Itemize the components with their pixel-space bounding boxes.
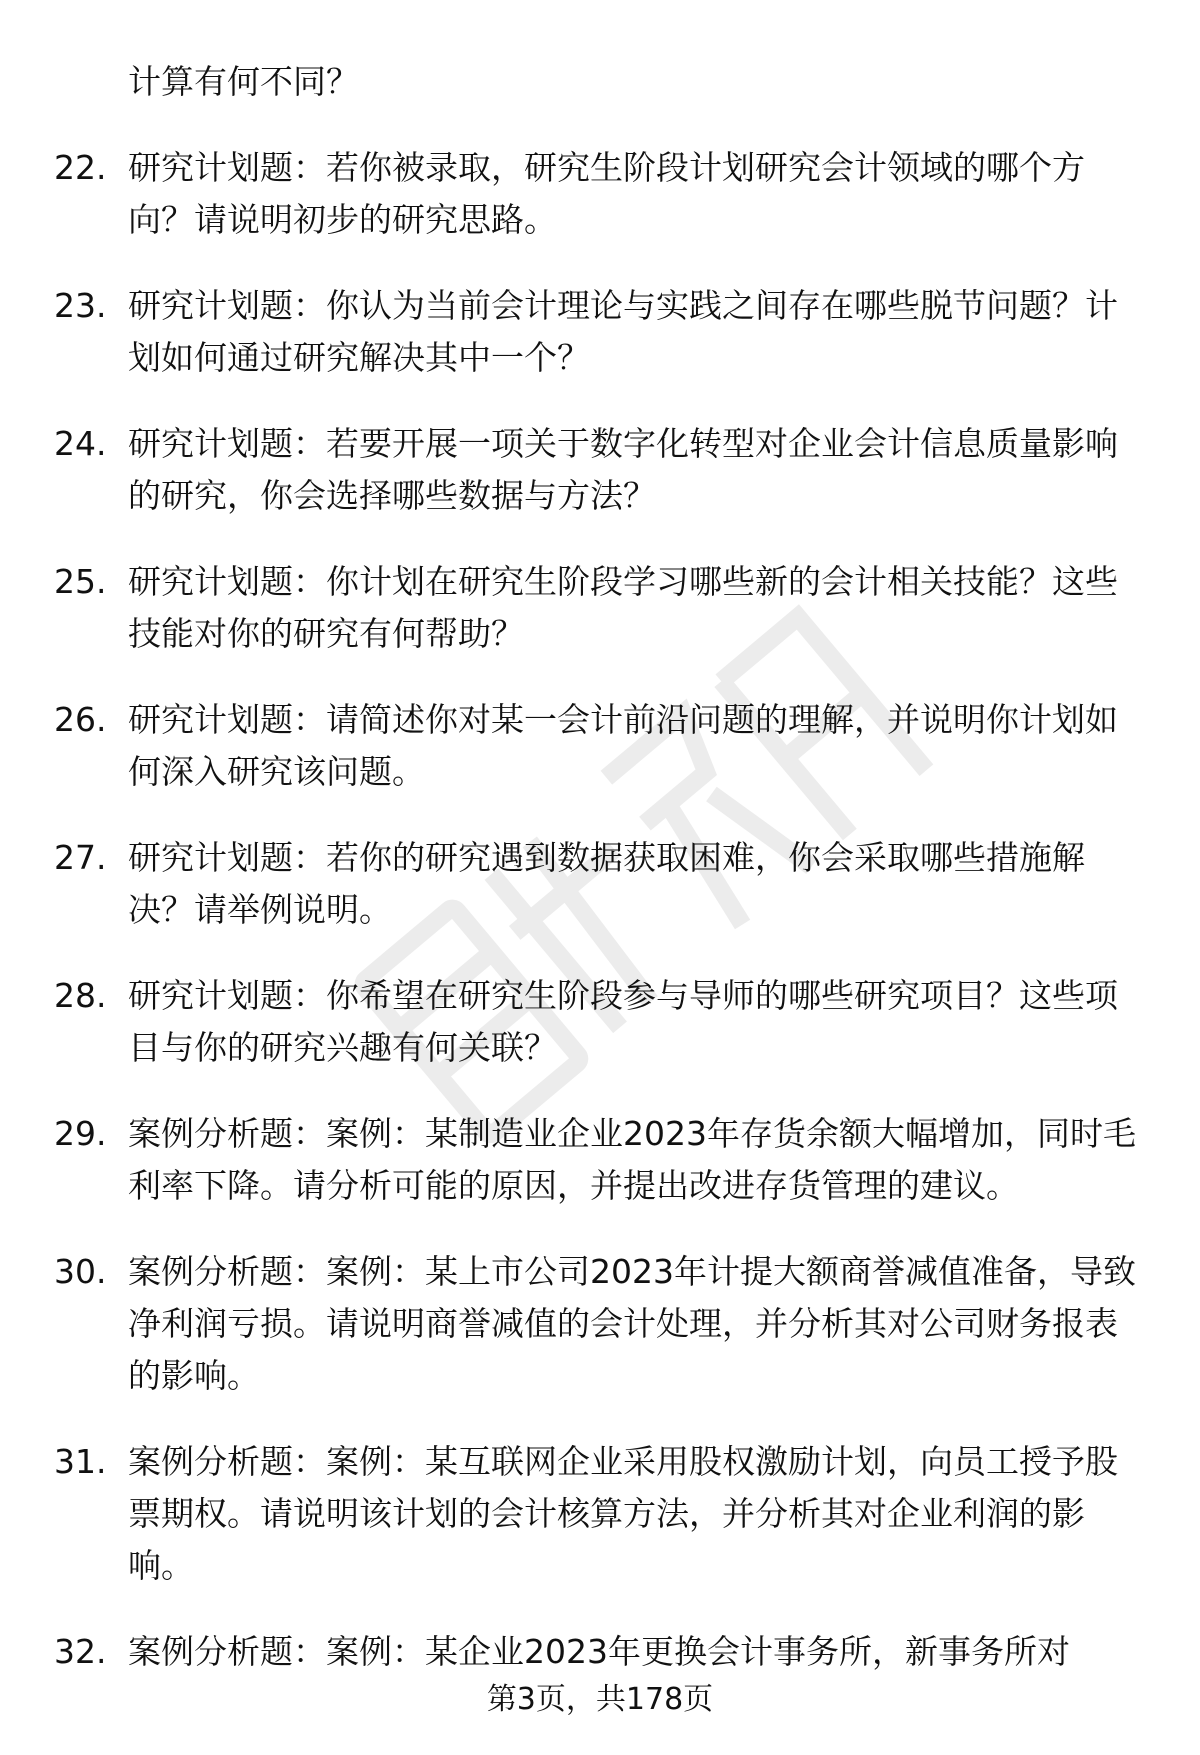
page-footer: 第3页，共178页 (486, 1682, 714, 1717)
list-item (0, 694, 1200, 798)
item-number: 28. (54, 976, 107, 1015)
item-text: 研究计划题：若你的研究遇到数据获取困难，你会采取哪些措施解决？请举例说明。 (128, 838, 1085, 929)
list-item (0, 142, 1200, 246)
list-item (0, 556, 1200, 660)
item-text: 研究计划题：你希望在研究生阶段参与导师的哪些研究项目？这些项目与你的研究兴趣有何关联？ (128, 976, 1118, 1067)
item-number: 27. (54, 838, 107, 877)
item-number: 25. (54, 562, 107, 601)
item-number: 24. (54, 424, 107, 463)
item-text: 案例分析题：案例：某互联网企业采用股权激励计划，向员工授予股票期权。请说明该计划的会计核算方法，并分析其对企业利润的影响。 (128, 1442, 1118, 1585)
item-text: 研究计划题：若要开展一项关于数字化转型对企业会计信息质量影响的研究，你会选择哪些数据与方法？ (128, 424, 1118, 515)
item-text: 案例分析题：案例：某上市公司2023年计提大额商誉减值准备，导致净利润亏损。请说明商誉减值的会计处理，并分析其对公司财务报表的影响。 (128, 1252, 1136, 1395)
continuation-text: 计算有何不同？ (128, 62, 359, 101)
item-number: 26. (54, 700, 107, 739)
item-text: 案例分析题：案例：某企业2023年更换会计事务所，新事务所对 (128, 1632, 1070, 1671)
item-number: 23. (54, 286, 107, 325)
list-item (0, 970, 1200, 1074)
list-item (0, 418, 1200, 522)
item-text: 案例分析题：案例：某制造业企业2023年存货余额大幅增加，同时毛利率下降。请分析可能的原因，并提出改进存货管理的建议。 (128, 1114, 1136, 1205)
list-item (0, 1246, 1200, 1402)
item-number: 29. (54, 1114, 107, 1153)
list-item (0, 1436, 1200, 1592)
question-list (0, 56, 1200, 1678)
list-item (0, 280, 1200, 384)
item-number: 22. (54, 148, 107, 187)
list-item (0, 1108, 1200, 1212)
item-number: 30. (54, 1252, 107, 1291)
list-item (0, 1626, 1200, 1678)
item-number: 32. (54, 1632, 107, 1671)
item-text: 研究计划题：请简述你对某一会计前沿问题的理解，并说明你计划如何深入研究该问题。 (128, 700, 1118, 791)
list-item (0, 832, 1200, 936)
item-text: 研究计划题：若你被录取，研究生阶段计划研究会计领域的哪个方向？请说明初步的研究思路。 (128, 148, 1085, 239)
item-text: 研究计划题：你计划在研究生阶段学习哪些新的会计相关技能？这些技能对你的研究有何帮助？ (128, 562, 1118, 653)
item-number: 31. (54, 1442, 107, 1481)
item-text: 研究计划题：你认为当前会计理论与实践之间存在哪些脱节问题？计划如何通过研究解决其中一个？ (128, 286, 1118, 377)
